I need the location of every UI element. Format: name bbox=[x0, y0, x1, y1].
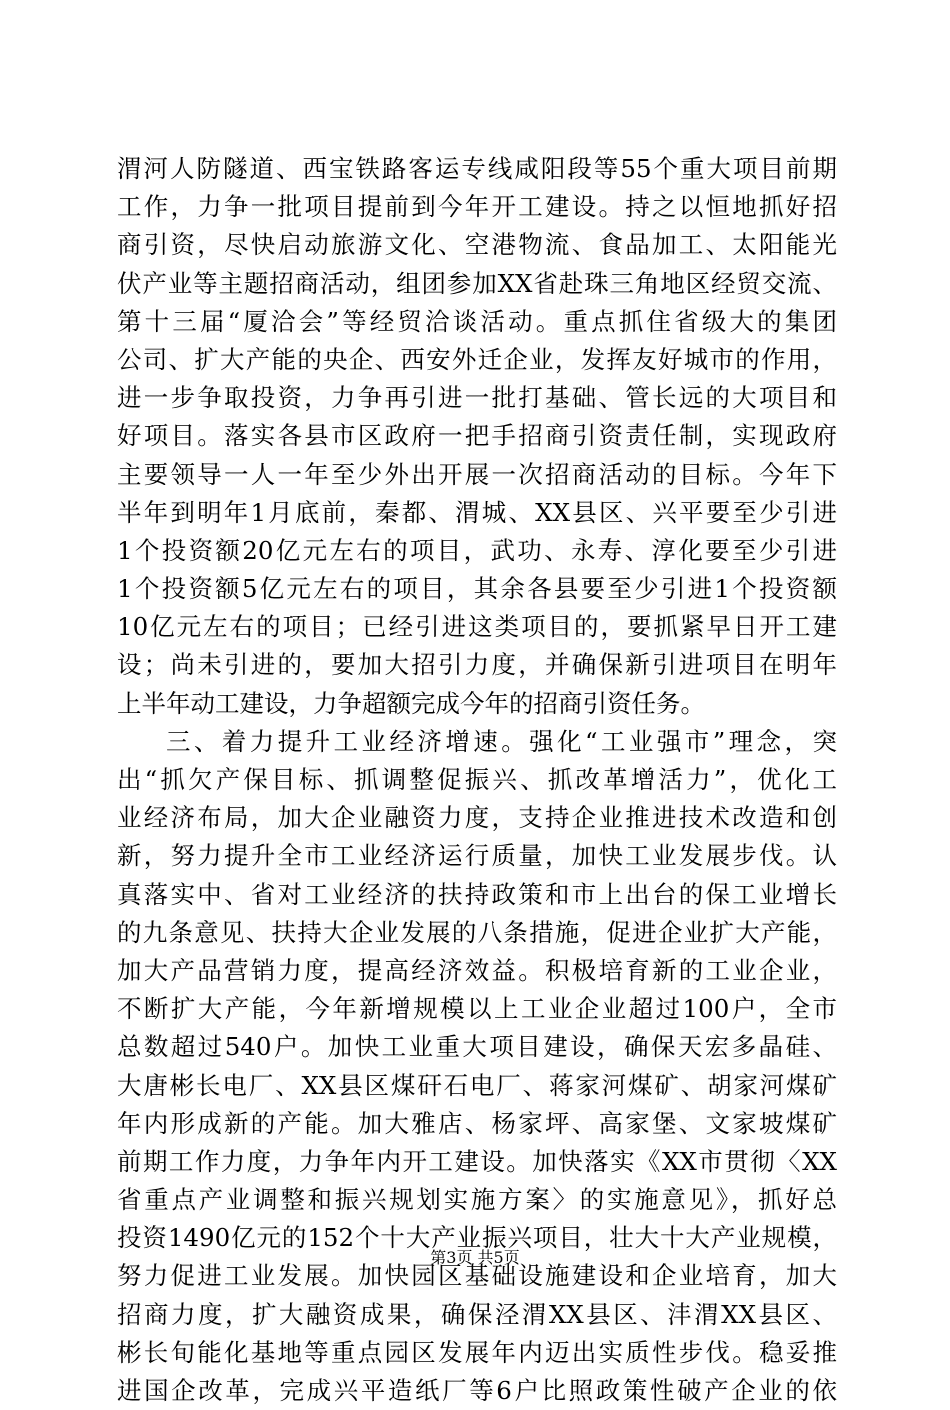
text-line: 设；尚未引进的，要加大招引力度，并确保新引进项目在明年 bbox=[117, 650, 837, 680]
text-line: 主要领导一人一年至少外出开展一次招商活动的目标。今年下 bbox=[117, 459, 837, 489]
text-line: 好项目。落实各县市区政府一把手招商引资责任制，实现政府 bbox=[117, 421, 837, 451]
text-line: 投资1490亿元的152个十大产业振兴项目，壮大十大产业规模， bbox=[117, 1223, 837, 1253]
text-line: 新，努力提升全市工业经济运行质量，加快工业发展步伐。认 bbox=[117, 841, 837, 871]
text-line: 第十三届“厦洽会”等经贸洽谈活动。重点抓住省级大的集团 bbox=[117, 306, 837, 336]
text-line: 伏产业等主题招商活动，组团参加XX省赴珠三角地区经贸交流、 bbox=[117, 268, 837, 298]
text-line: 1个投资额5亿元左右的项目，其余各县要至少引进1个投资额 bbox=[117, 574, 837, 604]
text-line: 进一步争取投资，力争再引进一批打基础、管长远的大项目和 bbox=[117, 383, 837, 413]
text-line: 招商力度，扩大融资成果，确保泾渭XX县区、沣渭XX县区、 bbox=[117, 1299, 837, 1329]
text-line: 1个投资额20亿元左右的项目，武功、永寿、淳化要至少引进 bbox=[117, 535, 837, 565]
text-line: 大唐彬长电厂、XX县区煤矸石电厂、蒋家河煤矿、胡家河煤矿 bbox=[117, 1070, 837, 1100]
text-line: 业经济布局，加大企业融资力度，支持企业推进技术改造和创 bbox=[117, 803, 837, 833]
text-line: 的九条意见、扶持大企业发展的八条措施，促进企业扩大产能， bbox=[117, 917, 837, 947]
text-line: 上半年动工建设，力争超额完成今年的招商引资任务。 bbox=[117, 688, 705, 718]
page-number-footer: 第3页 共5页 bbox=[430, 1248, 520, 1267]
text-line: 不断扩大产能，今年新增规模以上工业企业超过100户，全市 bbox=[117, 994, 837, 1024]
text-line: 真落实中、省对工业经济的扶持政策和市上出台的保工业增长 bbox=[117, 879, 837, 909]
text-line: 公司、扩大产能的央企、西安外迁企业，发挥友好城市的作用， bbox=[117, 344, 837, 374]
text-line: 年内形成新的产能。加大雅店、杨家坪、高家堡、文家坡煤矿 bbox=[117, 1108, 837, 1138]
text-line: 工作，力争一批项目提前到今年开工建设。持之以恒地抓好招 bbox=[117, 192, 837, 222]
text-line: 半年到明年1月底前，秦都、渭城、XX县区、兴平要至少引进 bbox=[117, 497, 837, 527]
text-line: 出“抓欠产保目标、抓调整促振兴、抓改革增活力”，优化工 bbox=[117, 765, 837, 794]
text-line: 前期工作力度，力争年内开工建设。加快落实《XX市贯彻〈XX bbox=[117, 1146, 837, 1176]
text-line: 总数超过540户。加快工业重大项目建设，确保天宏多晶硅、 bbox=[117, 1032, 837, 1062]
text-line: 加大产品营销力度，提高经济效益。积极培育新的工业企业， bbox=[117, 955, 837, 985]
section-heading-line: 三、着力提升工业经济增速。强化“工业强市”理念，突 bbox=[166, 726, 837, 756]
text-line: 10亿元左右的项目；已经引进这类项目的，要抓紧早日开工建 bbox=[117, 612, 837, 642]
text-line: 省重点产业调整和振兴规划实施方案〉的实施意见》，抓好总 bbox=[117, 1185, 837, 1215]
text-line: 努力促进工业发展。加快园区基础设施建设和企业培育，加大 bbox=[117, 1261, 837, 1291]
text-line: 渭河人防隧道、西宝铁路客运专线咸阳段等55个重大项目前期 bbox=[117, 154, 837, 183]
document-body bbox=[117, 150, 837, 1410]
text-line: 商引资，尽快启动旅游文化、空港物流、食品加工、太阳能光 bbox=[117, 230, 837, 260]
text-line: 彬长旬能化基地等重点园区发展年内迈出实质性步伐。稳妥推 bbox=[117, 1337, 837, 1367]
text-line: 进国企改革，完成兴平造纸厂等6户比照政策性破产企业的依 bbox=[117, 1376, 837, 1405]
